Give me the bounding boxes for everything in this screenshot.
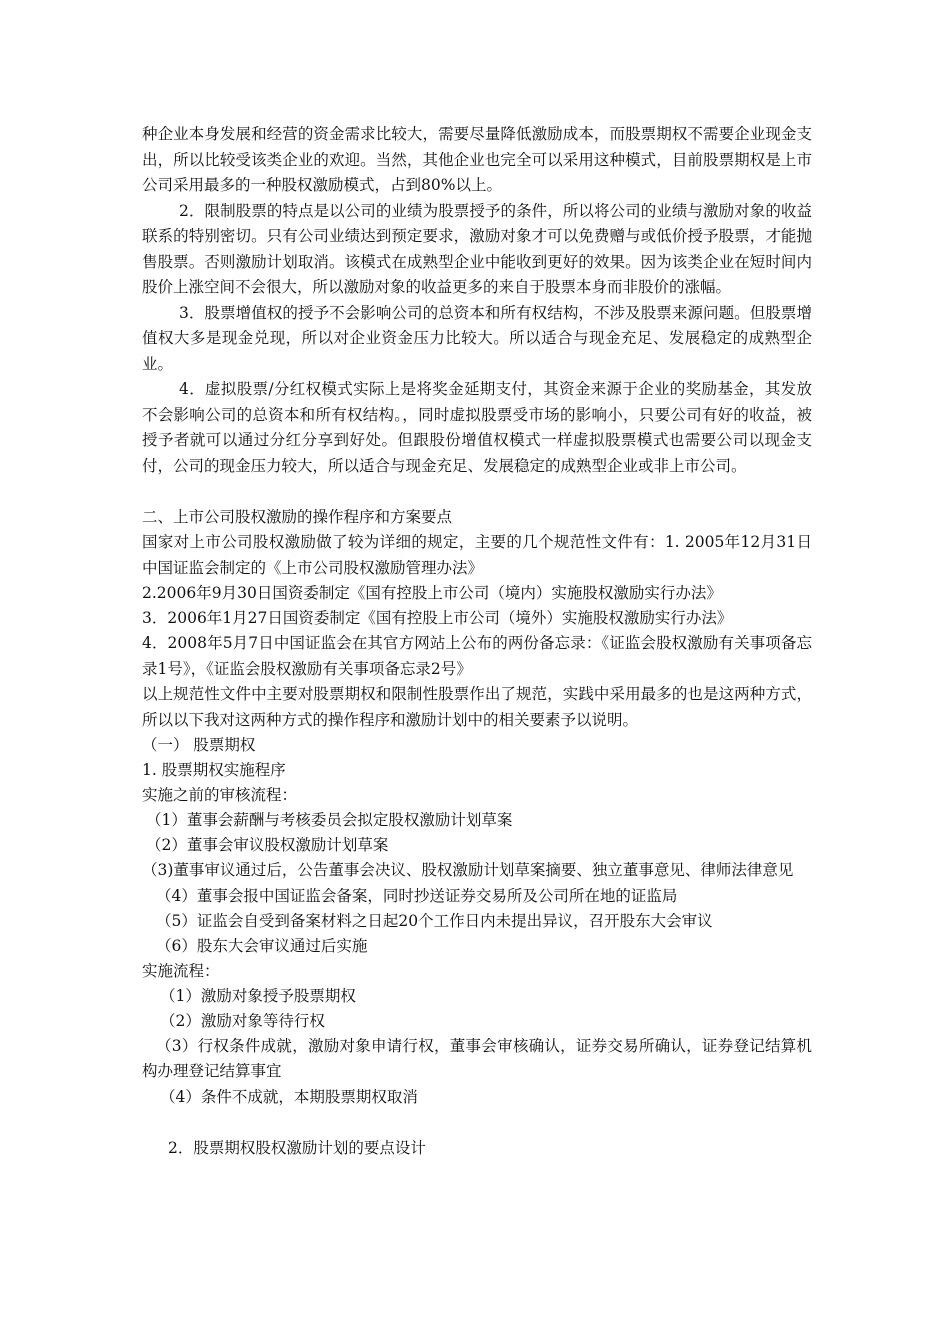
- review-step: （5）证监会自受到备案材料之日起20个工作日内未提出异议，召开股东大会审议: [156, 911, 713, 930]
- paragraph-regulations: 国家对上市公司股权激励做了较为详细的规定，主要的几个规范性文件有：1. 2005年12月31日中国证监会制定的《上市公司股权激励管理办法》: [142, 533, 812, 577]
- spacer: [142, 1110, 812, 1136]
- implementation-step: （3）行权条件成就，激励对象申请行权，董事会审核确认，证券交易所确认，证券登记结算机构办理登记结算事宜: [142, 1036, 812, 1080]
- subsection-heading: 1. 股票期权实施程序: [142, 761, 286, 779]
- implementation-step: （2）激励对象等待行权: [160, 1011, 325, 1030]
- review-step: （1）董事会薪酬与考核委员会拟定股权激励计划草案: [146, 811, 513, 829]
- implementation-process-title: 实施流程：: [142, 961, 220, 980]
- implementation-step: （1）激励对象授予股票期权: [160, 986, 356, 1005]
- review-step: （6）股东大会审议通过后实施: [156, 936, 368, 955]
- review-step: （2）董事会审议股权激励计划草案: [146, 836, 389, 854]
- spacer: [142, 479, 812, 505]
- paragraph-intro: 种企业本身发展和经营的资金需求比较大，需要尽量降低激励成本，而股票期权不需要企业现金支出，所以比较受该类企业的欢迎。当然，其他企业也完全可以采用这种模式，目前股票期权是上市公司采用最多的一种股权激励模式，占到80%以上。: [142, 125, 812, 194]
- implementation-step: （4）条件不成就，本期股票期权取消: [160, 1087, 418, 1106]
- paragraph-virtual-stock: 4．虚拟股票/分红权模式实际上是将奖金延期支付，其资金来源于企业的奖励基金，其发放不会影响公司的总资本和所有权结构。，同时虚拟股票受市场的影响小，只要公司有好的收益，被授予者就可以通过分红分享到好处。但跟股份增值权模式一样虚拟股票模式也需要公司以现金支付，公司的现金压力较大，所以适合与现金充足、发展稳定的成熟型企业或非上市公司。: [142, 380, 812, 475]
- review-step: （4）董事会报中国证监会备案，同时抄送证券交易所及公司所在地的证监局: [156, 886, 678, 905]
- paragraph-stock-appreciation-rights: 3．股票增值权的授予不会影响公司的总资本和所有权结构，不涉及股票来源问题。但股票增值权大多是现金兑现，所以对企业资金压力比较大。所以适合与现金充足、发展稳定的成熟型企业。: [142, 303, 812, 373]
- paragraph-summary: 以上规范性文件中主要对股票期权和限制性股票作出了规范，实践中采用最多的也是这两种方式，所以以下我对这两种方式的操作程序和激励计划中的相关要素予以说明。: [142, 685, 812, 729]
- document-body: [142, 122, 812, 1161]
- regulation-item: 3．2006年1月27日国资委制定《国有控股上市公司（境外）实施股权激励实行办法》: [142, 609, 733, 627]
- section-heading: 二、上市公司股权激励的操作程序和方案要点: [142, 508, 453, 526]
- regulation-item: 4．2008年5月7日中国证监会在其官方网站上公布的两份备忘录：《证监会股权激励有关事项备忘录1号》，《证监会股权激励有关事项备忘录2号》: [142, 634, 812, 678]
- review-process-title: 实施之前的审核流程：: [142, 786, 298, 804]
- review-step: （3)董事审议通过后，公告董事会决议、股权激励计划草案摘要、独立董事意见、律师法律意见: [142, 861, 794, 879]
- subsection-heading: 2．股票期权股权激励计划的要点设计: [168, 1138, 426, 1157]
- regulation-item: 2.2006年9月30日国资委制定《国有控股上市公司（境内）实施股权激励实行办法》: [142, 584, 722, 602]
- subsection-heading: （一） 股票期权: [142, 736, 256, 754]
- paragraph-restricted-stock: 2．限制股票的特点是以公司的业绩为股票授予的条件，所以将公司的业绩与激励对象的收益联系的特别密切。只有公司业绩达到预定要求，激励对象才可以免费赠与或低价授予股票，才能抛售股票。否则激励计划取消。该模式在成熟型企业中能收到更好的效果。因为该类企业在短时间内股价上涨空间不会很大，所以激励对象的收益更多的来自于股票本身而非股价的涨幅。: [142, 201, 812, 296]
